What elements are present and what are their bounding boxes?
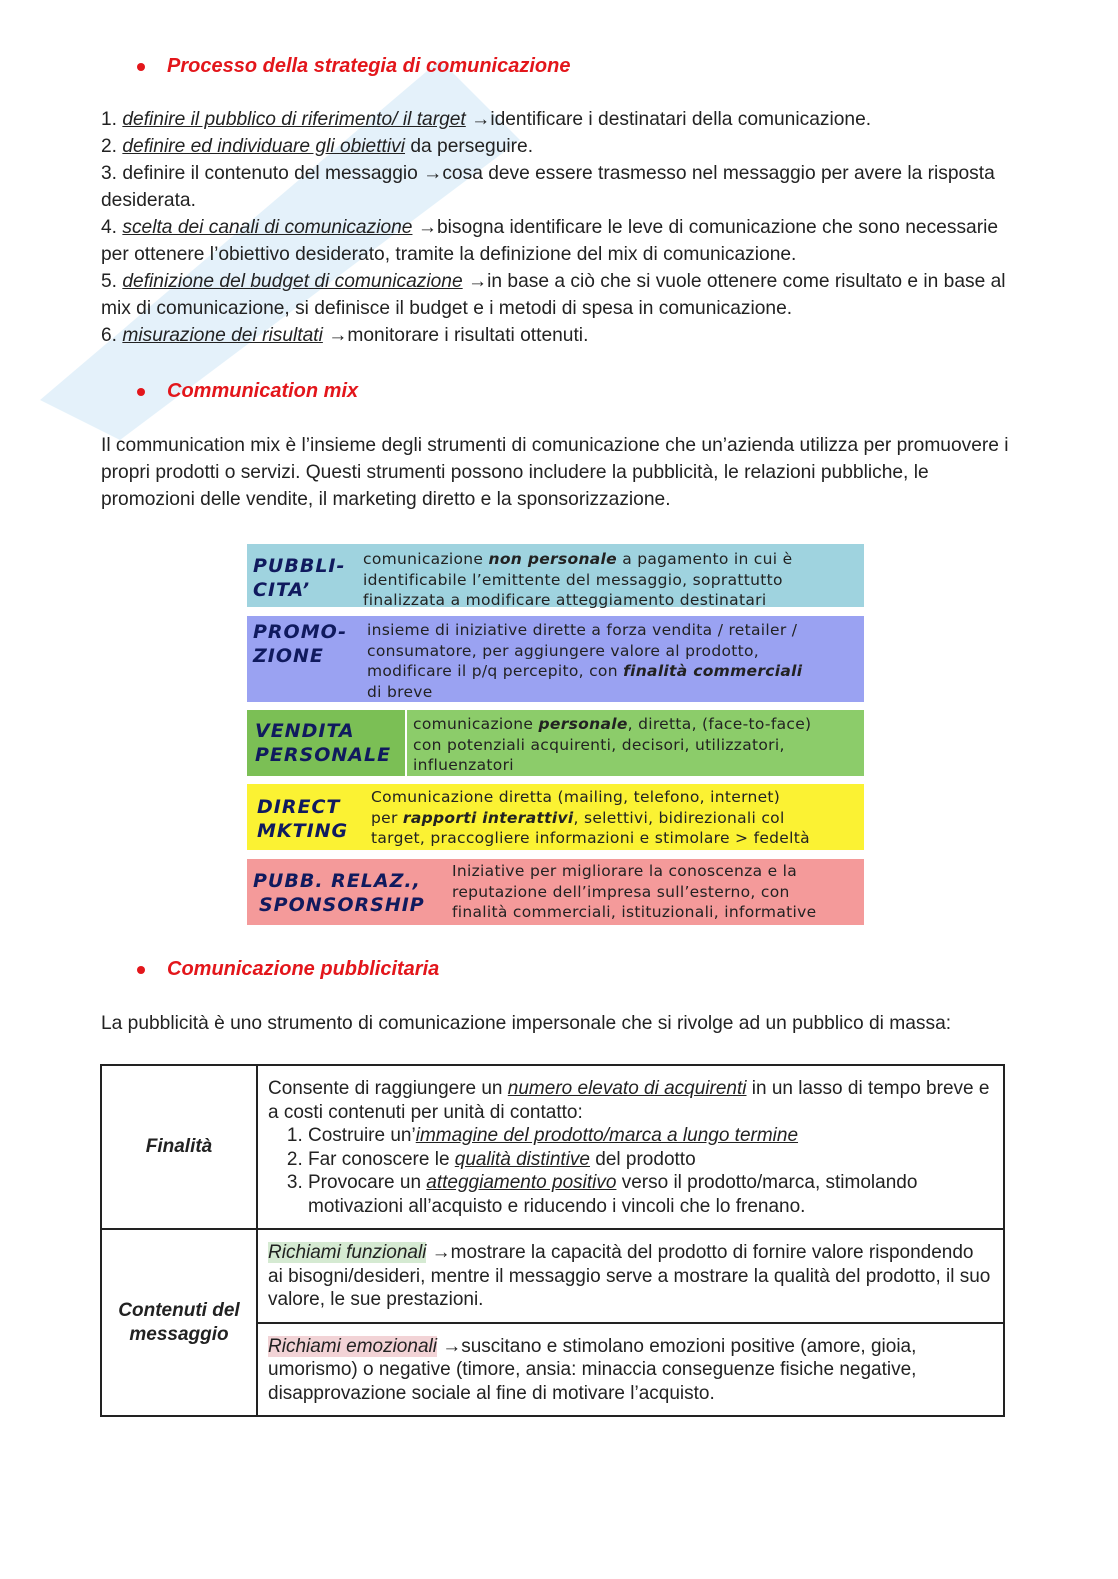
mix-desc-vendita: comunicazione personale, diretta, (face-to-face) con potenziali acquirenti, decisori, utilizzatori, influenzatori — [413, 715, 812, 774]
step-3: 3. definire il contenuto del messaggio →cosa deve essere trasmesso nel messaggio per avere la risposta desiderata. — [101, 163, 995, 211]
section-heading-pubblicitaria: Comunicazione pubblicitaria — [137, 958, 439, 981]
table-row-funzionali — [101, 1229, 1004, 1323]
mix-row-pubb-relaz — [247, 859, 864, 925]
step-2: 2. definire ed individuare gli obiettivi da perseguire. — [101, 136, 534, 157]
bullet-icon — [137, 966, 145, 974]
bullet-icon — [137, 63, 145, 71]
label-contenuti: Contenuti del messaggio — [101, 1229, 257, 1416]
richiami-funzionali-label: Richiami funzionali — [268, 1242, 427, 1263]
step-5-link: definizione del budget di comunicazione — [122, 271, 463, 292]
value-finalita: Consente di raggiungere un numero elevato di acquirenti in un lasso di tempo breve e a costi contenuti per unità di contatto: 1. Costruire un’immagine del prodotto/marca a lungo termine 2. Far conoscere le qualità distintive del prodotto 3. Provocare un atteggiamento positivo verso il prodotto/marca, stimolando motivazioni all’acquisto e riducendo i vincoli che lo frenano. — [257, 1065, 1004, 1229]
step-1: 1. definire il pubblico di riferimento/ il target →identificare i destinatari della comunicazione. — [101, 109, 872, 130]
step-6-link: misurazione dei risultati — [122, 325, 323, 346]
section-heading-processo: Processo della strategia di comunicazione — [137, 55, 570, 78]
label-finalita: Finalità — [101, 1065, 257, 1229]
mix-label-pubblicita: PUBBLI- CITA’ — [253, 555, 346, 601]
mix-desc-pubb-relaz: Iniziative per migliorare la conoscenza e la reputazione dell’impresa sull’esterno, con finalità commerciali, istituzionali, informative — [452, 862, 817, 921]
step-4-link: scelta dei canali di comunicazione — [122, 217, 413, 238]
list-item: 3. Provocare un atteggiamento positivo verso il prodotto/marca, stimolando motivazioni all’acquisto e riducendo i vincoli che lo frenano. — [308, 1171, 993, 1218]
richiami-emozionali-label: Richiami emozionali — [268, 1335, 437, 1357]
table-row-finalita — [101, 1065, 1004, 1229]
mix-desc-promozione: insieme di iniziative dirette a forza vendita / retailer / consumatore, per aggiungere valore al prodotto, modificare il p/q percepito, con finalità commerciali di breve — [367, 621, 803, 701]
step-6: 6. misurazione dei risultati →monitorare i risultati ottenuti. — [101, 325, 589, 346]
pubblicita-table — [100, 1064, 1005, 1417]
bullet-icon — [137, 388, 145, 396]
finalita-list — [268, 1124, 993, 1218]
mix-desc-direct: Comunicazione diretta (mailing, telefono, internet) per rapporti interattivi, selettivi, bidirezionali col target, praccogliere informazioni e stimolare > fedeltà — [371, 788, 810, 847]
pubblicita-intro: La pubblicità è uno strumento di comunicazione impersonale che si rivolge ad un pubblico di massa: — [101, 1013, 952, 1034]
mix-row-direct — [247, 784, 864, 852]
value-funzionali: Richiami funzionali →mostrare la capacità del prodotto di fornire valore rispondendo ai bisogni/desideri, mentre il messaggio serve a mostrare la qualità del prodotto, il suo valore, le sue prestazioni. — [257, 1229, 1004, 1323]
mix-row-pubblicita — [247, 544, 864, 609]
value-emozionali: Richiami emozionali →suscitano e stimolano emozioni positive (amore, gioia, umorismo) o negative (timore, ansia: minaccia conseguenze fisiche negative, disapprovazione sociale al fine di motivare l’acquisto. — [257, 1323, 1004, 1417]
step-1-link: definire il pubblico di riferimento/ il target — [122, 109, 466, 130]
communication-mix-figure — [247, 544, 864, 925]
mix-desc-pubblicita: comunicazione non personale a pagamento in cui è identificabile l’emittente del messaggio, soprattutto finalizzata a modificare atteggiamento destinatari — [363, 550, 793, 609]
steps-list — [101, 106, 1021, 349]
mix-label-pubb-relaz: PUBB. RELAZ., SPONSORSHIP — [253, 870, 425, 916]
step-2-link: definire ed individuare gli obiettivi — [122, 136, 406, 157]
list-item: 1. Costruire un’immagine del prodotto/marca a lungo termine — [308, 1124, 993, 1148]
mix-row-promozione — [247, 616, 864, 704]
mix-label-promozione: PROMO- ZIONE — [253, 621, 348, 667]
mix-label-direct: DIRECT MKTING — [257, 796, 349, 842]
step-5: 5. definizione del budget di comunicazione →in base a ciò che si vuole ottenere come risultato e in base al mix di comunicazione, si definisce il budget e i metodi di spesa in comunicazione. — [101, 271, 1006, 319]
mix-row-vendita — [247, 710, 864, 778]
mix-label-vendita: VENDITA PERSONALE — [255, 720, 392, 766]
step-4: 4. scelta dei canali di comunicazione →bisogna identificare le leve di comunicazione che sono necessarie per ottenere l’obiettivo desiderato, tramite la definizione del mix di comunicazione. — [101, 217, 999, 265]
section-heading-communication-mix: Communication mix — [137, 380, 358, 403]
link-numero-acquirenti: numero elevato di acquirenti — [507, 1078, 747, 1099]
list-item: 2. Far conoscere le qualità distintive del prodotto — [308, 1148, 993, 1172]
communication-mix-paragraph: Il communication mix è l’insieme degli strumenti di comunicazione che un’azienda utilizza per promuovere i propri prodotti o servizi. Questi strumenti possono includere la pubblicità, le relazioni pubbliche, le promozioni delle vendite, il marketing diretto e la sponsorizzazione. — [101, 435, 1009, 510]
